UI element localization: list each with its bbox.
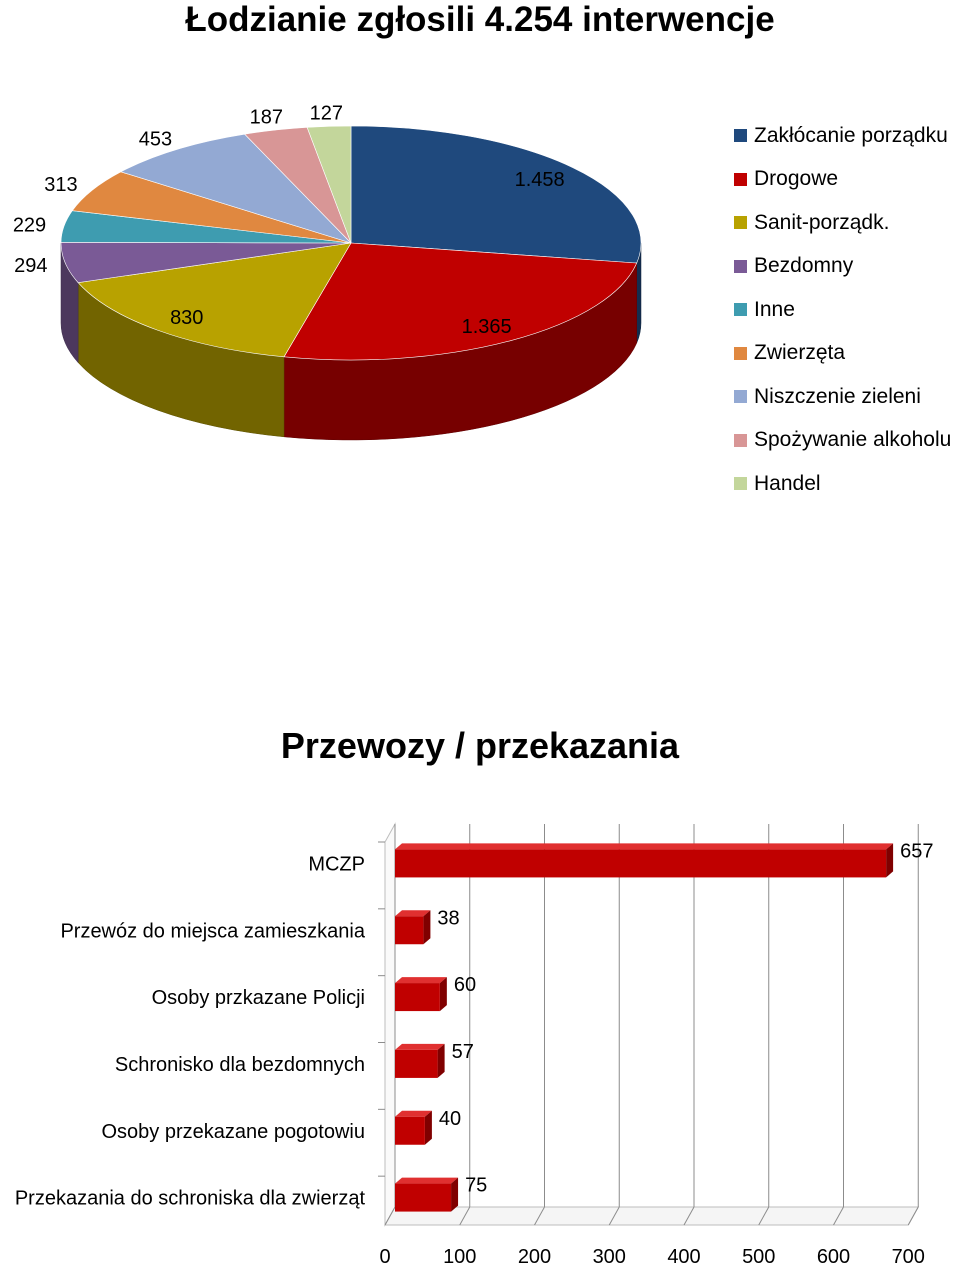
x-tick-label: 600 xyxy=(816,1246,851,1264)
pie-chart-title: Łodzianie zgłosili 4.254 interwencje xyxy=(185,0,775,39)
pie-legend xyxy=(734,114,951,506)
legend-swatch xyxy=(734,129,747,142)
pie-value-label-bezdomny: 294 xyxy=(14,255,48,278)
legend-item-bezdomny xyxy=(734,245,951,289)
bar-mczp xyxy=(395,843,893,877)
category-label: Osoby przekazane pogotowiu xyxy=(101,1120,365,1143)
category-label: Przekazania do schroniska dla zwierząt xyxy=(14,1187,365,1210)
legend-item-drogowe xyxy=(734,158,951,202)
bar-osoby-przekazane-pogotowiu xyxy=(395,1111,432,1145)
category-label: Schronisko dla bezdomnych xyxy=(114,1053,365,1076)
x-tick-label: 100 xyxy=(443,1246,477,1264)
legend-label: Spożywanie alkoholu xyxy=(754,428,952,452)
legend-label: Zakłócanie porządku xyxy=(754,123,948,147)
legend-swatch xyxy=(734,216,747,229)
legend-item-zaklocanie-porzadku xyxy=(734,114,951,158)
bar-chart-title: Przewozy / przekazania xyxy=(280,725,680,766)
bar-osoby-przkazane-policji xyxy=(395,977,447,1011)
bar-przekazania-do-schroniska-dla-zwierzat xyxy=(395,1178,458,1212)
pie-value-label-handel: 127 xyxy=(309,102,344,125)
x-tick-label: 200 xyxy=(517,1246,552,1264)
bar-chart xyxy=(0,790,960,1264)
bar-value-label: 57 xyxy=(451,1040,474,1063)
legend-item-handel xyxy=(734,462,951,506)
legend-swatch xyxy=(734,390,747,403)
x-tick-label: 400 xyxy=(667,1246,701,1264)
legend-item-niszczenie-zieleni xyxy=(734,375,951,419)
bar-value-label: 40 xyxy=(438,1107,462,1130)
category-label: Osoby przkazane Policji xyxy=(151,987,365,1010)
bar-schronisko-dla-bezdomnych xyxy=(395,1044,445,1078)
pie-value-label-sanit-porzadk: 830 xyxy=(170,307,204,330)
bar-value-label: 75 xyxy=(465,1174,488,1197)
bar-value-label: 657 xyxy=(900,840,934,863)
pie-value-label-niszczenie-zieleni: 453 xyxy=(138,128,173,151)
bar-value-label: 38 xyxy=(437,907,460,930)
legend-swatch xyxy=(734,260,747,273)
bar-przewoz-do-miejsca-zamieszkania xyxy=(395,910,430,944)
pie-value-label-spozywanie-alkoholu: 187 xyxy=(249,106,284,129)
bar-value-label: 60 xyxy=(453,974,477,997)
legend-item-zwierzeta xyxy=(734,332,951,376)
legend-label: Inne xyxy=(754,297,795,321)
legend-label: Niszczenie zieleni xyxy=(754,384,921,408)
legend-swatch xyxy=(734,347,747,360)
chart-side-wall xyxy=(385,824,395,1225)
x-tick-label: 700 xyxy=(891,1246,925,1264)
pie-value-label-inne: 229 xyxy=(12,214,47,237)
pie-chart xyxy=(0,60,720,480)
x-tick-label: 300 xyxy=(592,1246,626,1264)
x-tick-label: 500 xyxy=(742,1246,776,1264)
legend-swatch xyxy=(734,173,747,186)
legend-label: Zwierzęta xyxy=(754,341,846,365)
category-label: Przewóz do miejsca zamieszkania xyxy=(60,920,365,943)
legend-item-sanit-porzadk xyxy=(734,201,951,245)
pie-value-label-zaklocanie-porzadku: 1.458 xyxy=(514,168,565,191)
pie-slice-zaklocanie-porzadku xyxy=(351,126,641,263)
pie-value-label-zwierzeta: 313 xyxy=(44,174,78,197)
legend-item-spozywanie-alkoholu xyxy=(734,419,951,463)
legend-item-inne xyxy=(734,288,951,332)
legend-swatch xyxy=(734,434,747,447)
legend-label: Handel xyxy=(754,471,821,495)
legend-swatch xyxy=(734,303,747,316)
legend-label: Drogowe xyxy=(754,167,839,191)
legend-label: Sanit-porządk. xyxy=(754,210,890,234)
legend-label: Bezdomny xyxy=(754,254,854,278)
legend-swatch xyxy=(734,477,747,490)
x-tick-label: 0 xyxy=(379,1246,391,1264)
category-label: MCZP xyxy=(308,853,365,876)
pie-value-label-drogowe: 1.365 xyxy=(461,316,512,339)
